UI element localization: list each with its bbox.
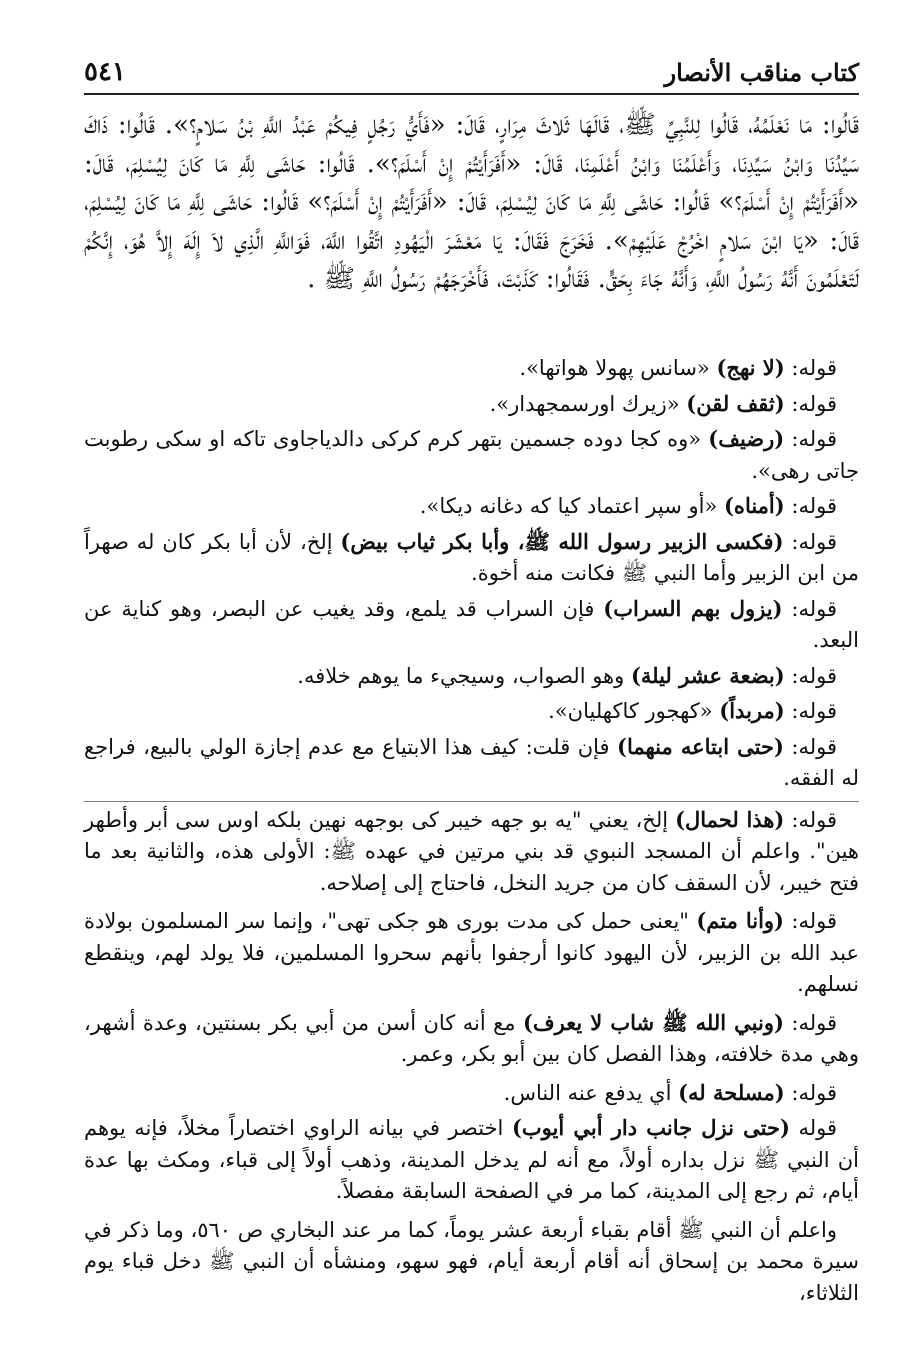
note-item [84,905,859,1001]
note-text: أي يدفع عنه الناس. [503,1080,679,1105]
note-item [84,731,859,795]
note-lead: قوله: [784,356,837,380]
note-lead: قوله: [784,807,837,832]
note-text: وهو الصواب، وسيجيء ما يوهم خلافه. [297,663,631,688]
note-quote: (رضيف) [708,426,785,451]
note-quote: (وأنا متم) [696,908,784,933]
note-text: "يعنى حمل كى مدت بورى هو جكى تهى"، وإنما سر المسلمون بولادة عبد الله بن الزبير، لأن اليهود كانوا أرجفوا بأنهم سحروا المسلمين، فلا يولد لهم، وينقطع نسلهم. [84,909,859,996]
note-lead: قوله: [784,909,837,933]
note-text: فإن السراب قد يلمع، وقد يغيب عن البصر، وهو كناية عن البعد. [84,596,859,652]
note-item [84,801,859,900]
note-text: مع أنه كان أسن من أبي بكر بسنتين، وعدة أشهر، وهي مدة خلافته، وهذا الفصل كان بين أبو بكر، وعمر. [84,1010,859,1066]
note-quote: (حتى ابتاعه منهما) [617,733,784,759]
note-text: «أو سپر اعتماد كيا كه دغانه ديكا». [419,494,724,518]
note-quote: (ونبي الله ﷺ شاب لا يعرف) [522,1009,784,1035]
note-text: «زيرك اورسمجهدار». [489,391,687,416]
note-quote: (أمناه) [724,493,785,518]
note-quote: (مسلحة له) [678,1079,785,1105]
note-item [84,423,859,487]
note-item [84,695,859,728]
note-quote: (مربداً) [719,698,785,723]
note-text: «سانس پهولا هواتها». [519,356,717,380]
note-lead: قوله [789,1116,837,1140]
note-lead: قوله: [784,391,837,416]
note-item [84,1007,859,1071]
note-quote: (حتى نزل جانب دار أبي أيوب) [511,1115,790,1140]
note-item [84,388,859,421]
note-quote: (يزول بهم السراب) [603,595,783,621]
note-text: «كهجور كاكهليان». [548,699,720,723]
note-item [84,1214,859,1310]
page-header [84,52,859,92]
hadith-text-block [84,106,859,299]
note-item [84,593,859,657]
page-number: ٥٤١ [84,57,126,87]
note-text: إلخ، يعني "يه بو جهه خيبر كى بوجهه نهين بلكه اوس سى أبر وأطهر هين". واعلم أن المسجد النبوي قد بني مرتين في عهده ﷺ: الأولى هذه، والثانية بعد ما فتح خيبر، لأن السقف كان من جريد النخل، فاحتاج إلى إصلاحه. [84,807,859,895]
note-quote: (لا نهج) [716,355,785,380]
note-lead: قوله: [784,663,837,688]
note-text: فإن قلت: كيف هذا الابتياع مع عدم إجازة الولي بالبيع، فراجع له الفقه. [84,734,859,790]
note-item [84,1112,859,1208]
hadith-text: قَالُوا: مَا نَعْلَمُهُ، قَالُوا لِلنَّبِيِّ ﷺ، قَالَهَا ثَلاثَ مِرَارٍ، قَالَ: «فَأَيُّ رَجُلٍ فِيكُمْ عَبْدُ اللَّهِ بْنُ سَلامٍ؟». قَالُوا: ذَاكَ سَيِّدُنَا وَابْنُ سَيِّدِنَا، وَأَعْلَمُنَا وَابْنُ أَعْلَمِنَا، قَالَ: «أَفَرَأَيْتُمْ إِنْ أَسْلَمَ؟». قَالُوا: حَاشَى لِلَّهِ مَا كَانَ لِيُسْلِمَ، قَالَ: «أَفَرَأَيْتُمْ إِنْ أَسْلَمَ؟» قَالُوا: حَاشَى لِلَّهِ مَا كَانَ لِيُسْلِمَ، قَالَ: «أَفَرَأَيْتُمْ إِنْ أَسْلَمَ؟» قَالُوا: حَاشَى لِلَّهِ مَا كَانَ لِيُسْلِمَ، قَالَ: «يَا ابْنَ سَلامٍ اخْرُجْ عَلَيْهِمْ». فَخَرَجَ فَقَالَ: يَا مَعْشَرَ الْيَهُودِ اتَّقُوا اللَّهَ، فَوَاللَّهِ الَّذِي لاَ إِلَهَ إِلاَّ هُوَ، إِنَّكُمْ لَتَعْلَمُونَ أَنَّهُ رَسُولُ اللَّهِ، وَأَنَّهُ جَاءَ بِحَقٍّ. فَقَالُوا: كَذَبْتَ، فَأَخْرَجَهُمْ رَسُولُ اللَّهِ ﷺ . [84,110,860,294]
commentary-notes [84,352,859,1312]
note-lead: قوله: [784,427,838,451]
note-item [84,1077,859,1110]
note-quote: (هذا لحمال) [675,806,785,832]
book-title: كتاب مناقب الأنصار [664,57,859,87]
note-text: اختصر في بيانه الراوي اختصاراً مخلاً، فإنه يوهم أن النبي ﷺ نزل بداره أولاً، مع أنه لم يدخل المدينة، وذهب أولاً إلى قباء، ومكث بها عدة أيام، ثم رجع إلى المدينة، كما مر في الصفحة السابقة مفصلاً. [84,1116,859,1203]
note-lead: قوله: [783,529,837,554]
note-item [84,660,859,693]
note-item [84,526,859,590]
note-item [84,490,859,523]
note-quote: (ثقف لقن) [686,390,785,416]
note-lead: قوله: [784,699,837,723]
note-text: واعلم أن النبي ﷺ أقام بقباء أربعة عشر يوماً، كما مر عند البخاري ص ٥٦٠، وما ذكر في سيرة محمد بن إسحاق أنه أقام أربعة أيام، فهو سهو، ومنشأه أن النبي ﷺ دخل قباء يوم الثلاثاء، [84,1217,859,1305]
note-quote: (فكسى الزبير رسول الله ﷺ، وأبا بكر ثياب بيض) [340,528,784,554]
note-lead: قوله: [784,1080,837,1105]
note-item [84,352,859,385]
note-lead: قوله: [783,734,837,759]
note-lead: قوله: [783,1010,837,1035]
note-quote: (بضعة عشر ليلة) [630,662,785,688]
note-text: «وه كجا دوده جسمين بتهر كرم كركى دالدياجاوى تاكه او سكى رطوبت جاتى رهى». [84,427,859,483]
header-divider [84,93,859,95]
note-lead: قوله: [784,494,837,518]
note-text: إلخ، لأن أبا بكر كان له صهراً من ابن الزبير وأما النبي ﷺ فكانت منه أخوة. [84,529,859,585]
note-lead: قوله: [782,596,838,621]
